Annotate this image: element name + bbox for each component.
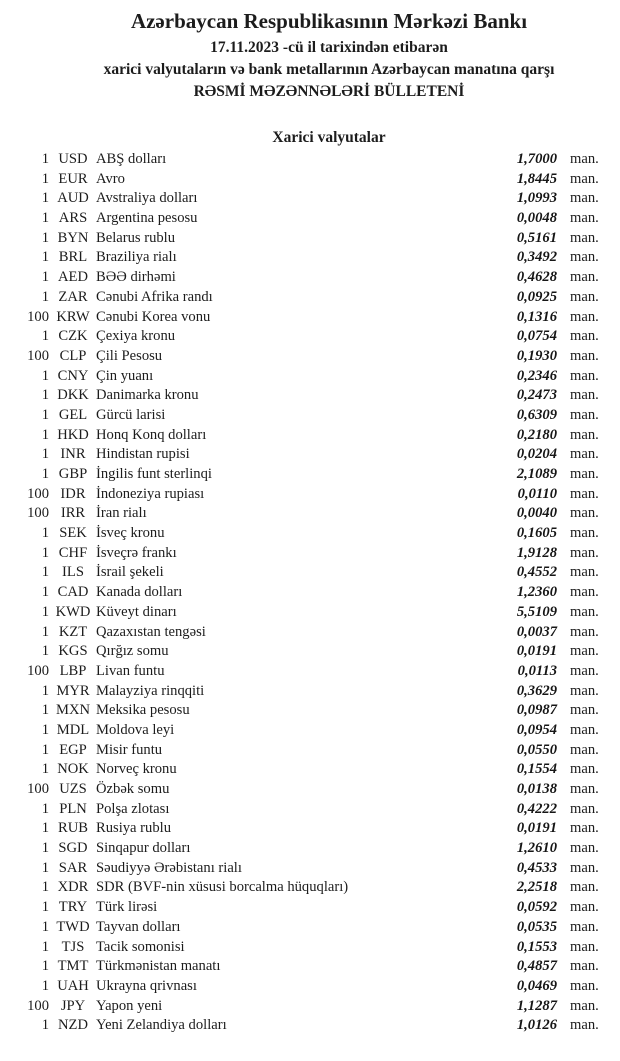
- currency-name: Qazaxıstan tengəsi: [96, 623, 206, 640]
- currency-name: Argentina pesosu: [96, 210, 198, 227]
- currency-code: CAD: [57, 584, 89, 601]
- currency-code: TRY: [58, 899, 88, 916]
- rate-row: [0, 898, 620, 918]
- unit-label: man.: [570, 564, 599, 581]
- rate-quantity: 1: [41, 406, 49, 423]
- currency-name: Özbək somu: [96, 781, 170, 797]
- rate-row: [0, 760, 620, 780]
- rate-row: [0, 642, 620, 662]
- unit-label: man.: [570, 840, 599, 857]
- rate-value: 0,5161: [516, 229, 557, 246]
- unit-label: man.: [570, 446, 599, 463]
- unit-label: man.: [570, 603, 599, 620]
- rate-value: 0,0925: [516, 288, 557, 305]
- currency-name: Meksika pesosu: [96, 702, 190, 719]
- rate-row: [0, 248, 620, 268]
- currency-code: KZT: [58, 623, 88, 640]
- currency-name: İsveç kronu: [96, 525, 165, 542]
- rate-quantity: 1: [41, 584, 49, 601]
- rate-quantity: 1: [41, 761, 49, 778]
- unit-label: man.: [570, 505, 599, 522]
- rate-value: 0,0110: [517, 485, 557, 502]
- rate-quantity: 1: [41, 229, 49, 246]
- rate-row: [0, 426, 620, 446]
- currency-name: Rusiya rublu: [96, 820, 171, 837]
- rate-row: [0, 800, 620, 820]
- rate-quantity: 1: [41, 859, 49, 876]
- currency-name: Qırğız somu: [96, 643, 169, 660]
- currency-name: Yapon yeni: [96, 997, 163, 1014]
- rate-value: 0,1930: [516, 347, 557, 364]
- unit-label: man.: [570, 525, 599, 542]
- currency-code: IRR: [60, 505, 86, 522]
- unit-label: man.: [570, 1017, 599, 1034]
- unit-label: man.: [570, 879, 599, 896]
- rate-row: [0, 445, 620, 465]
- bank-name-title: Azərbaycan Respublikasının Mərkəzi Bankı: [130, 9, 528, 33]
- rate-value: 5,5109: [516, 603, 557, 620]
- rate-row: [0, 997, 620, 1017]
- currency-name: Türk lirəsi: [96, 899, 158, 916]
- rate-value: 0,0191: [516, 643, 557, 660]
- bulletin-title-line: RƏSMİ MƏZƏNNƏLƏRİ BÜLLETENİ: [193, 83, 465, 100]
- rate-value: 0,0204: [516, 446, 557, 463]
- rate-quantity: 1: [41, 741, 49, 758]
- currency-code: ZAR: [58, 288, 88, 305]
- currency-code: BRL: [58, 249, 88, 266]
- currency-name: Danimarka kronu: [96, 387, 199, 404]
- unit-label: man.: [570, 269, 599, 286]
- rate-row: [0, 288, 620, 308]
- unit-label: man.: [570, 938, 599, 955]
- rate-row: [0, 957, 620, 977]
- currency-name: Tacik somonisi: [96, 938, 185, 955]
- rate-quantity: 1: [41, 918, 49, 935]
- rate-row: [0, 563, 620, 583]
- rate-value: 0,2346: [516, 367, 557, 384]
- unit-label: man.: [570, 977, 599, 994]
- currency-name: İngilis funt sterlinqi: [96, 466, 212, 482]
- currency-name: Tayvan dolları: [96, 918, 181, 935]
- currency-name: Sinqapur dolları: [96, 840, 191, 857]
- currency-name: Braziliya rialı: [96, 249, 177, 266]
- currency-code: INR: [60, 446, 86, 463]
- rate-quantity: 100: [27, 308, 49, 325]
- rate-quantity: 100: [27, 781, 49, 797]
- rate-quantity: 1: [41, 249, 49, 266]
- unit-label: man.: [570, 249, 599, 266]
- rate-quantity: 1: [41, 938, 49, 955]
- currency-code: PLN: [59, 800, 87, 817]
- currency-code: CZK: [58, 328, 88, 345]
- currency-code: KGS: [58, 643, 88, 660]
- unit-label: man.: [570, 229, 599, 246]
- currency-code: CLP: [59, 347, 87, 364]
- rate-row: [0, 682, 620, 702]
- rate-value: 0,3492: [516, 249, 557, 266]
- currency-code: LBP: [59, 662, 87, 679]
- unit-label: man.: [570, 800, 599, 817]
- unit-label: man.: [570, 643, 599, 660]
- currency-name: Belarus rublu: [96, 229, 176, 246]
- currency-code: XDR: [57, 879, 89, 896]
- rate-row: [0, 721, 620, 741]
- unit-label: man.: [570, 623, 599, 640]
- unit-label: man.: [570, 308, 599, 325]
- unit-label: man.: [570, 151, 599, 167]
- rate-quantity: 100: [27, 662, 49, 679]
- currency-code: JPY: [60, 997, 86, 1014]
- rate-quantity: 1: [41, 899, 49, 916]
- currency-code: ILS: [62, 564, 84, 581]
- currency-name: Çili Pesosu: [96, 347, 163, 364]
- currency-name: Küveyt dinarı: [96, 603, 177, 620]
- rate-value: 0,0987: [516, 702, 557, 719]
- currency-code: UZS: [59, 781, 87, 797]
- unit-label: man.: [570, 544, 599, 561]
- currency-name: Avro: [96, 170, 125, 187]
- currency-name: Moldova leyi: [96, 721, 175, 738]
- rate-value: 2,2518: [516, 879, 557, 896]
- currency-code: KWD: [55, 603, 91, 620]
- rate-row: [0, 308, 620, 328]
- currency-code: SGD: [58, 840, 88, 857]
- unit-label: man.: [570, 328, 599, 345]
- currency-name: Çin yuanı: [96, 367, 154, 384]
- unit-label: man.: [570, 170, 599, 187]
- rate-quantity: 1: [41, 800, 49, 817]
- currency-name: Livan funtu: [96, 662, 165, 679]
- rate-row: [0, 367, 620, 387]
- unit-label: man.: [570, 820, 599, 837]
- rate-quantity: 1: [41, 525, 49, 542]
- currency-code: NOK: [57, 761, 89, 778]
- rate-row: [0, 268, 620, 288]
- currency-name: Kanada dolları: [96, 584, 183, 601]
- currency-code: SAR: [58, 859, 88, 876]
- rate-quantity: 1: [41, 387, 49, 404]
- rate-quantity: 1: [41, 210, 49, 227]
- currency-name: Cənubi Afrika randı: [96, 288, 213, 305]
- rate-quantity: 1: [41, 623, 49, 640]
- currency-name: Çexiya kronu: [96, 328, 176, 345]
- rate-row: [0, 938, 620, 958]
- section-title: Xarici valyutalar: [272, 129, 386, 146]
- currency-code: IDR: [60, 485, 86, 502]
- currency-code: KRW: [56, 308, 90, 325]
- currency-name: Gürcü larisi: [96, 406, 166, 423]
- currency-code: SEK: [59, 525, 87, 542]
- rate-quantity: 1: [41, 1017, 49, 1034]
- rate-row: [0, 504, 620, 524]
- rate-value: 1,0993: [516, 190, 557, 207]
- currency-name: Türkmənistan manatı: [96, 958, 221, 975]
- unit-label: man.: [570, 899, 599, 916]
- unit-label: man.: [570, 288, 599, 305]
- unit-label: man.: [570, 466, 599, 482]
- rate-value: 0,4222: [516, 800, 557, 817]
- rate-value: 0,1316: [516, 308, 557, 325]
- rate-value: 1,7000: [516, 151, 557, 167]
- currency-name: Ukrayna qrivnası: [96, 977, 197, 994]
- currency-code: USD: [58, 151, 88, 167]
- rate-row: [0, 839, 620, 859]
- currency-code: DKK: [57, 387, 89, 404]
- rate-value: 0,4857: [516, 958, 557, 975]
- unit-label: man.: [570, 682, 599, 699]
- currency-code: NZD: [58, 1017, 88, 1034]
- unit-label: man.: [570, 918, 599, 935]
- rate-quantity: 100: [27, 485, 49, 502]
- currency-name: İsveçrə frankı: [96, 544, 177, 561]
- rate-quantity: 1: [41, 466, 49, 482]
- currency-name: Malayziya rinqqiti: [96, 682, 205, 699]
- rate-row: [0, 780, 620, 800]
- currency-name: Norveç kronu: [96, 761, 177, 778]
- currency-code: UAH: [57, 977, 89, 994]
- rate-value: 0,0048: [516, 210, 557, 227]
- currency-code: TWD: [56, 918, 90, 935]
- unit-label: man.: [570, 406, 599, 423]
- rate-quantity: 1: [41, 151, 49, 167]
- rate-quantity: 1: [41, 426, 49, 443]
- rate-row: [0, 741, 620, 761]
- currency-code: ARS: [58, 210, 88, 227]
- rate-quantity: 1: [41, 643, 49, 660]
- currency-name: Polşa zlotası: [96, 800, 170, 817]
- currency-code: GEL: [58, 406, 88, 423]
- rate-row: [0, 662, 620, 682]
- rate-quantity: 100: [27, 997, 49, 1014]
- rate-quantity: 1: [41, 958, 49, 975]
- rate-quantity: 1: [41, 446, 49, 463]
- rate-value: 0,0113: [517, 662, 557, 679]
- rate-value: 0,0535: [516, 918, 557, 935]
- currency-code: RUB: [57, 820, 88, 837]
- rate-row: [0, 603, 620, 623]
- rate-value: 0,4533: [516, 859, 557, 876]
- rate-value: 0,3629: [516, 682, 557, 699]
- rate-quantity: 1: [41, 564, 49, 581]
- currency-name: Cənubi Korea vonu: [96, 308, 211, 325]
- rate-quantity: 1: [41, 721, 49, 738]
- unit-label: man.: [570, 347, 599, 364]
- rate-row: [0, 583, 620, 603]
- effective-date-line: 17.11.2023 -cü il tarixindən etibarən: [210, 39, 448, 56]
- rate-value: 0,4628: [516, 269, 557, 286]
- rate-value: 0,0037: [516, 623, 557, 640]
- rate-value: 0,0191: [516, 820, 557, 837]
- rate-row: [0, 465, 620, 485]
- currency-code: GBP: [58, 466, 88, 482]
- rate-row: [0, 701, 620, 721]
- unit-label: man.: [570, 367, 599, 384]
- currency-code: MDL: [56, 721, 90, 738]
- rate-quantity: 1: [41, 288, 49, 305]
- currency-name: Honq Konq dolları: [96, 426, 207, 443]
- rate-value: 0,0138: [516, 781, 557, 797]
- rate-row: [0, 406, 620, 426]
- currency-code: AUD: [57, 190, 89, 207]
- rate-quantity: 1: [41, 544, 49, 561]
- rate-value: 0,2180: [516, 426, 557, 443]
- unit-label: man.: [570, 210, 599, 227]
- rate-row: [0, 623, 620, 643]
- currency-name: Səudiyyə Ərəbistanı rialı: [96, 859, 242, 876]
- rate-row: [0, 229, 620, 249]
- rate-value: 0,2473: [516, 387, 557, 404]
- rate-quantity: 1: [41, 328, 49, 345]
- rate-quantity: 1: [41, 682, 49, 699]
- rates-table: [0, 150, 620, 1036]
- unit-label: man.: [570, 741, 599, 758]
- unit-label: man.: [570, 859, 599, 876]
- rate-value: 1,0126: [516, 1017, 557, 1034]
- rate-value: 1,2610: [516, 840, 557, 857]
- currency-code: TJS: [61, 938, 85, 955]
- rate-value: 0,0469: [516, 977, 557, 994]
- currency-name: Misir funtu: [96, 741, 163, 758]
- rate-row: [0, 878, 620, 898]
- rate-quantity: 1: [41, 269, 49, 286]
- rate-value: 2,1089: [516, 466, 557, 482]
- subtitle-line: xarici valyutaların və bank metallarının Azərbaycan manatına qarşı: [103, 61, 555, 78]
- rate-value: 0,1605: [516, 525, 557, 542]
- rate-row: [0, 1016, 620, 1036]
- unit-label: man.: [570, 781, 599, 797]
- unit-label: man.: [570, 721, 599, 738]
- rate-quantity: 1: [41, 367, 49, 384]
- rate-quantity: 1: [41, 702, 49, 719]
- rate-quantity: 1: [41, 603, 49, 620]
- rate-row: [0, 485, 620, 505]
- currency-code: BYN: [57, 229, 89, 246]
- currency-code: MYR: [56, 682, 90, 699]
- rate-quantity: 1: [41, 820, 49, 837]
- rate-row: [0, 977, 620, 997]
- rate-row: [0, 347, 620, 367]
- rate-row: [0, 918, 620, 938]
- rate-value: 0,0550: [516, 741, 557, 758]
- rate-quantity: 1: [41, 190, 49, 207]
- currency-name: BƏƏ dirhəmi: [96, 269, 176, 286]
- currency-code: EUR: [58, 170, 88, 187]
- rate-value: 1,8445: [516, 170, 557, 187]
- rate-quantity: 100: [27, 505, 49, 522]
- currency-name: İsrail şekeli: [96, 564, 164, 581]
- rate-value: 1,2360: [516, 584, 557, 601]
- rate-quantity: 1: [41, 879, 49, 896]
- rate-value: 1,1287: [516, 997, 557, 1014]
- unit-label: man.: [570, 387, 599, 404]
- unit-label: man.: [570, 190, 599, 207]
- unit-label: man.: [570, 485, 599, 502]
- unit-label: man.: [570, 584, 599, 601]
- rate-value: 1,9128: [516, 544, 557, 561]
- currency-name: ABŞ dolları: [96, 151, 167, 167]
- currency-code: EGP: [59, 741, 87, 758]
- currency-name: İran rialı: [96, 505, 147, 522]
- rate-row: [0, 859, 620, 879]
- currency-code: CNY: [57, 367, 89, 384]
- rate-row: [0, 150, 620, 170]
- unit-label: man.: [570, 997, 599, 1014]
- currency-code: CHF: [58, 544, 88, 561]
- rate-value: 0,1554: [516, 761, 557, 778]
- currency-name: Yeni Zelandiya dolları: [96, 1017, 227, 1034]
- rate-row: [0, 170, 620, 190]
- rate-value: 0,0754: [516, 328, 557, 345]
- unit-label: man.: [570, 426, 599, 443]
- currency-name: Avstraliya dolları: [96, 190, 198, 207]
- rate-quantity: 1: [41, 977, 49, 994]
- rate-value: 0,4552: [516, 564, 557, 581]
- rate-value: 0,6309: [516, 406, 557, 423]
- rate-value: 0,0592: [516, 899, 557, 916]
- rate-row: [0, 189, 620, 209]
- unit-label: man.: [570, 958, 599, 975]
- rate-row: [0, 524, 620, 544]
- currency-code: MXN: [55, 702, 91, 719]
- rate-quantity: 1: [41, 840, 49, 857]
- rate-row: [0, 327, 620, 347]
- currency-name: SDR (BVF-nin xüsusi borcalma hüquqları): [96, 879, 349, 896]
- unit-label: man.: [570, 662, 599, 679]
- currency-name: Hindistan rupisi: [96, 446, 190, 463]
- rate-quantity: 100: [27, 347, 49, 364]
- unit-label: man.: [570, 761, 599, 778]
- rate-row: [0, 386, 620, 406]
- rate-row: [0, 209, 620, 229]
- unit-label: man.: [570, 702, 599, 719]
- rate-row: [0, 544, 620, 564]
- currency-code: HKD: [57, 426, 89, 443]
- rate-value: 0,0954: [516, 721, 557, 738]
- rate-value: 0,0040: [516, 505, 557, 522]
- currency-code: TMT: [57, 958, 89, 975]
- currency-name: İndoneziya rupiası: [96, 485, 205, 502]
- rate-row: [0, 819, 620, 839]
- rate-quantity: 1: [41, 170, 49, 187]
- rate-value: 0,1553: [516, 938, 557, 955]
- currency-code: AED: [58, 269, 88, 286]
